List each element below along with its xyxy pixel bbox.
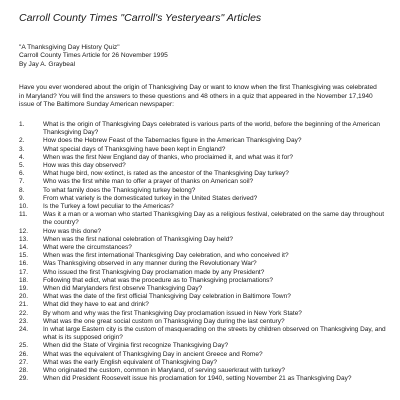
- question-item: [19, 351, 387, 359]
- question-list: [19, 121, 387, 384]
- question-item: [19, 260, 387, 268]
- question-text: When did President Roosevelt issue his proclamation for 1940, setting November 21 as Thanksgiving Day?: [43, 375, 352, 383]
- article-author: By Jay A. Graybeal: [19, 60, 76, 68]
- question-number: 22.: [19, 309, 29, 317]
- question-number: 13.: [19, 235, 29, 243]
- question-item: [19, 203, 387, 211]
- question-text: Is the Turkey a fowl peculiar to the Americas?: [43, 203, 174, 211]
- article-title: "A Thanksgiving Day History Quiz": [19, 44, 120, 51]
- question-item: [19, 244, 387, 252]
- question-text: From what variety is the domesticated turkey in the United States derived?: [43, 194, 258, 202]
- question-item: [19, 146, 387, 154]
- question-text: What was the date of the first official Thanksgiving Day celebration in Baltimore Town?: [43, 293, 291, 301]
- question-text: What were the circumstances?: [43, 244, 132, 252]
- question-number: 21.: [19, 301, 29, 309]
- intro-paragraph: Have you ever wondered about the origin of Thanksgiving Day or want to know when the first Thanksgiving was celebrated in Maryland? You will find the answers to these questions and 48 others in a quiz that appeared in the November 17,1940 issue of The Baltimore Sunday American newspaper:: [19, 84, 377, 109]
- question-text: Following that edict, what was the procedure as to Thanksgiving proclamations?: [43, 276, 274, 284]
- question-number: 14.: [19, 244, 29, 252]
- question-number: 6.: [19, 170, 25, 178]
- question-number: 17.: [19, 268, 29, 276]
- question-item: [19, 293, 387, 301]
- question-item: [19, 359, 387, 367]
- question-item: [19, 301, 387, 309]
- question-text: By whom and why was the first Thanksgiving Day proclamation issued in New York State?: [43, 309, 302, 317]
- question-number: 10.: [19, 203, 29, 211]
- question-item: [19, 367, 387, 375]
- question-number: 24.: [19, 326, 29, 334]
- question-text: What did they have to eat and drink?: [43, 301, 149, 309]
- question-item: [19, 236, 387, 244]
- question-item: [19, 285, 387, 293]
- question-number: 23.: [19, 317, 29, 325]
- question-text: Was it a man or a woman who started Thanksgiving Day as a religious festival, celebrated on the same day throughout the country?: [43, 211, 385, 227]
- question-text: Who was the first white man to offer a prayer of thanks on American soil?: [43, 178, 254, 186]
- question-text: What is the origin of Thanksgiving Days celebrated is various parts of the world, before the beginning of the American Thanksgiving Day?: [43, 121, 380, 137]
- question-text: What was the equivalent of Thanksgiving Day in ancient Greece and Rome?: [43, 350, 263, 358]
- question-text: When did Marylanders first observe Thanksgiving Day?: [43, 285, 203, 293]
- question-number: 25.: [19, 342, 29, 350]
- question-number: 1.: [19, 121, 25, 128]
- question-text: What huge bird, now extinct, is rated as the ancestor of the Thanksgiving Day turkey?: [43, 170, 289, 178]
- question-item: [19, 252, 387, 260]
- question-number: 9.: [19, 194, 25, 202]
- question-number: 11.: [19, 211, 28, 219]
- question-number: 29.: [19, 375, 29, 383]
- article-header: [19, 44, 168, 69]
- question-item: [19, 342, 387, 350]
- question-text: When was the first international Thanksgiving Day celebration, and who conceived it?: [43, 252, 289, 260]
- question-text: What special days of Thanksgiving have been kept in England?: [43, 145, 226, 153]
- question-number: 26.: [19, 350, 29, 358]
- question-item: [19, 178, 387, 186]
- question-item: [19, 277, 387, 285]
- question-number: 12.: [19, 227, 29, 235]
- question-item: [19, 326, 387, 342]
- question-item: [19, 228, 387, 236]
- question-item: [19, 121, 387, 137]
- article-source: Carroll County Times Article for 26 November 1995: [19, 52, 168, 60]
- question-number: 28.: [19, 367, 29, 375]
- question-text: Who originated the custom, common in Maryland, of serving sauerkraut with turkey?: [43, 367, 286, 375]
- question-item: [19, 154, 387, 162]
- question-number: 5.: [19, 162, 25, 170]
- question-text: When was the first New England day of thanks, who proclaimed it, and what was it for?: [43, 153, 294, 161]
- question-item: [19, 187, 387, 195]
- question-item: [19, 137, 387, 145]
- question-text: In what large Eastern city is the custom of masquerading on the streets by children observed on Thanksgiving Day, and what is its supposed origin?: [43, 326, 386, 342]
- question-text: When did the State of Virginia first recognize Thanksgiving Day?: [43, 342, 229, 350]
- question-item: [19, 162, 387, 170]
- question-number: 19.: [19, 285, 29, 293]
- question-number: 15.: [19, 252, 29, 260]
- question-text: When was the first national celebration of Thanksgiving Day held?: [43, 235, 233, 243]
- question-number: 7.: [19, 178, 25, 186]
- document-title: Carroll County Times "Carroll's Yesteryears" Articles: [19, 12, 262, 24]
- question-number: 2.: [19, 137, 25, 145]
- question-number: 8.: [19, 186, 25, 194]
- question-number: 20.: [19, 293, 29, 301]
- question-item: [19, 170, 387, 178]
- question-text: What was the one great social custom on Thanksgiving Day during the last century?: [43, 317, 285, 325]
- question-number: 16.: [19, 260, 29, 268]
- question-item: [19, 318, 387, 326]
- question-text: What was the early English equivalent of Thanksgiving Day?: [43, 358, 218, 366]
- question-number: 3.: [19, 145, 25, 153]
- question-text: How was this done?: [43, 227, 102, 235]
- question-number: 4.: [19, 153, 25, 161]
- question-item: [19, 310, 387, 318]
- question-text: How does the Hebrew Feast of the Tabernacles figure in the American Thanksgiving Day?: [43, 137, 302, 145]
- question-item: [19, 269, 387, 277]
- question-number: 27.: [19, 358, 29, 366]
- question-item: [19, 375, 387, 383]
- question-text: Was Thanksgiving observed in any manner during the Revolutionary War?: [43, 260, 257, 268]
- question-text: To what family does the Thanksgiving turkey belong?: [43, 186, 196, 194]
- question-text: How was this day observed?: [43, 162, 126, 170]
- question-number: 18.: [19, 276, 29, 284]
- question-item: [19, 195, 387, 203]
- question-text: Who issued the first Thanksgiving Day proclamation made by any President?: [43, 268, 265, 276]
- question-item: [19, 211, 387, 227]
